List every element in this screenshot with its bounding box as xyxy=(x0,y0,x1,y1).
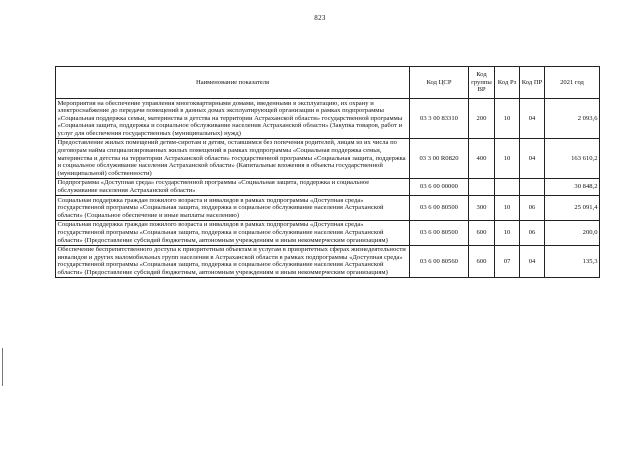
header-year: 2021 год xyxy=(545,67,600,99)
row-pr: 04 xyxy=(520,138,545,178)
row-name: Предоставление жилых помещений детям-сиротам и детям, оставшимся без попечения родителей, лицам из их числа по договорам найма специализированных жилых помещений в рамках подпрограммы «Социальная поддержка семьи, материнства и детства на территории Астраханской области» государственной программы «Социальная защита, поддержка и социальное обслуживание населения Астраханской области» (Капитальные вложения в объекты государственной (муниципальной) собственности) xyxy=(56,138,410,178)
row-amount: 25 091,4 xyxy=(545,196,600,221)
table-row xyxy=(56,99,600,139)
table-row xyxy=(56,196,600,221)
row-amount: 30 848,2 xyxy=(545,178,600,195)
row-name: Обеспечение беспрепятственного доступа к приоритетным объектам и услугам в приоритетных сферах жизнедеятельности инвалидов и других маломобильных групп населения в Астраханской области в рамках подпрограммы «Доступная среда» государственной программы «Социальная защита, поддержка и социальное обслуживание населения Астраханской области» (Предоставление субсидий бюджетным, автономным учреждениям и иным некоммерческим организациям) xyxy=(56,245,410,277)
row-rz: 10 xyxy=(495,138,520,178)
row-vr: 200 xyxy=(469,99,495,139)
table-row xyxy=(56,220,600,245)
row-rz: 10 xyxy=(495,99,520,139)
table-row xyxy=(56,178,600,195)
row-csr: 03 3 00 R0820 xyxy=(410,138,469,178)
scan-edge-mark xyxy=(2,348,8,386)
row-name: Подпрограмма «Доступная среда» государственной программы «Социальная защита, поддержка и социальное обслуживание населения Астраханской области» xyxy=(56,178,410,195)
table-header-row xyxy=(56,67,600,99)
table-row xyxy=(56,245,600,277)
row-rz: 07 xyxy=(495,245,520,277)
budget-table xyxy=(55,66,600,278)
row-amount: 2 093,6 xyxy=(545,99,600,139)
header-name: Наименование показателя xyxy=(56,67,410,99)
header-rz: Код Рз xyxy=(495,67,520,99)
row-vr: 600 xyxy=(469,245,495,277)
row-pr: 04 xyxy=(520,245,545,277)
row-amount: 163 610,2 xyxy=(545,138,600,178)
row-name: Социальная поддержка граждан пожилого возраста и инвалидов в рамках подпрограммы «Доступная среда» государственной программы «Социальная защита, поддержка и социальное обслуживание населения Астраханской области» (Социальное обеспечение и иные выплаты населению) xyxy=(56,196,410,221)
row-vr: 300 xyxy=(469,196,495,221)
row-vr: 400 xyxy=(469,138,495,178)
row-pr: 06 xyxy=(520,196,545,221)
page-number: 823 xyxy=(314,14,326,22)
row-csr: 03 6 00 80560 xyxy=(410,245,469,277)
row-vr: 600 xyxy=(469,220,495,245)
header-vr: Код группы ВР xyxy=(469,67,495,99)
header-pr: Код ПР xyxy=(520,67,545,99)
row-amount: 200,0 xyxy=(545,220,600,245)
row-rz: 10 xyxy=(495,220,520,245)
row-rz xyxy=(495,178,520,195)
row-csr: 03 6 00 80500 xyxy=(410,196,469,221)
row-csr: 03 3 00 83310 xyxy=(410,99,469,139)
row-csr: 03 6 00 00000 xyxy=(410,178,469,195)
row-pr: 04 xyxy=(520,99,545,139)
row-name: Социальная поддержка граждан пожилого возраста и инвалидов в рамках подпрограммы «Доступная среда» государственной программы «Социальная защита, поддержка и социальное обслуживание населения Астраханской области» (Предоставление субсидий бюджетным, автономным учреждениям и иным некоммерческим организациям) xyxy=(56,220,410,245)
row-pr xyxy=(520,178,545,195)
row-vr xyxy=(469,178,495,195)
header-csr: Код ЦСР xyxy=(410,67,469,99)
row-amount: 135,3 xyxy=(545,245,600,277)
row-rz: 10 xyxy=(495,196,520,221)
row-csr: 03 6 00 80500 xyxy=(410,220,469,245)
table-row xyxy=(56,138,600,178)
row-name: Мероприятия на обеспечение управления многоквартирными домами, введенными в эксплуатацию, их охрану и электроснабжение до передачи помещений в данных домах эксплуатирующей организации в рамках подпрограммы «Социальная поддержка семьи, материнства и детства на территории Астраханской области» государственной программы «Социальная защита, поддержка и социальное обслуживание населения Астраханской области» (Закупка товаров, работ и услуг для обеспечения государственных (муниципальных) нужд) xyxy=(56,99,410,139)
row-pr: 06 xyxy=(520,220,545,245)
